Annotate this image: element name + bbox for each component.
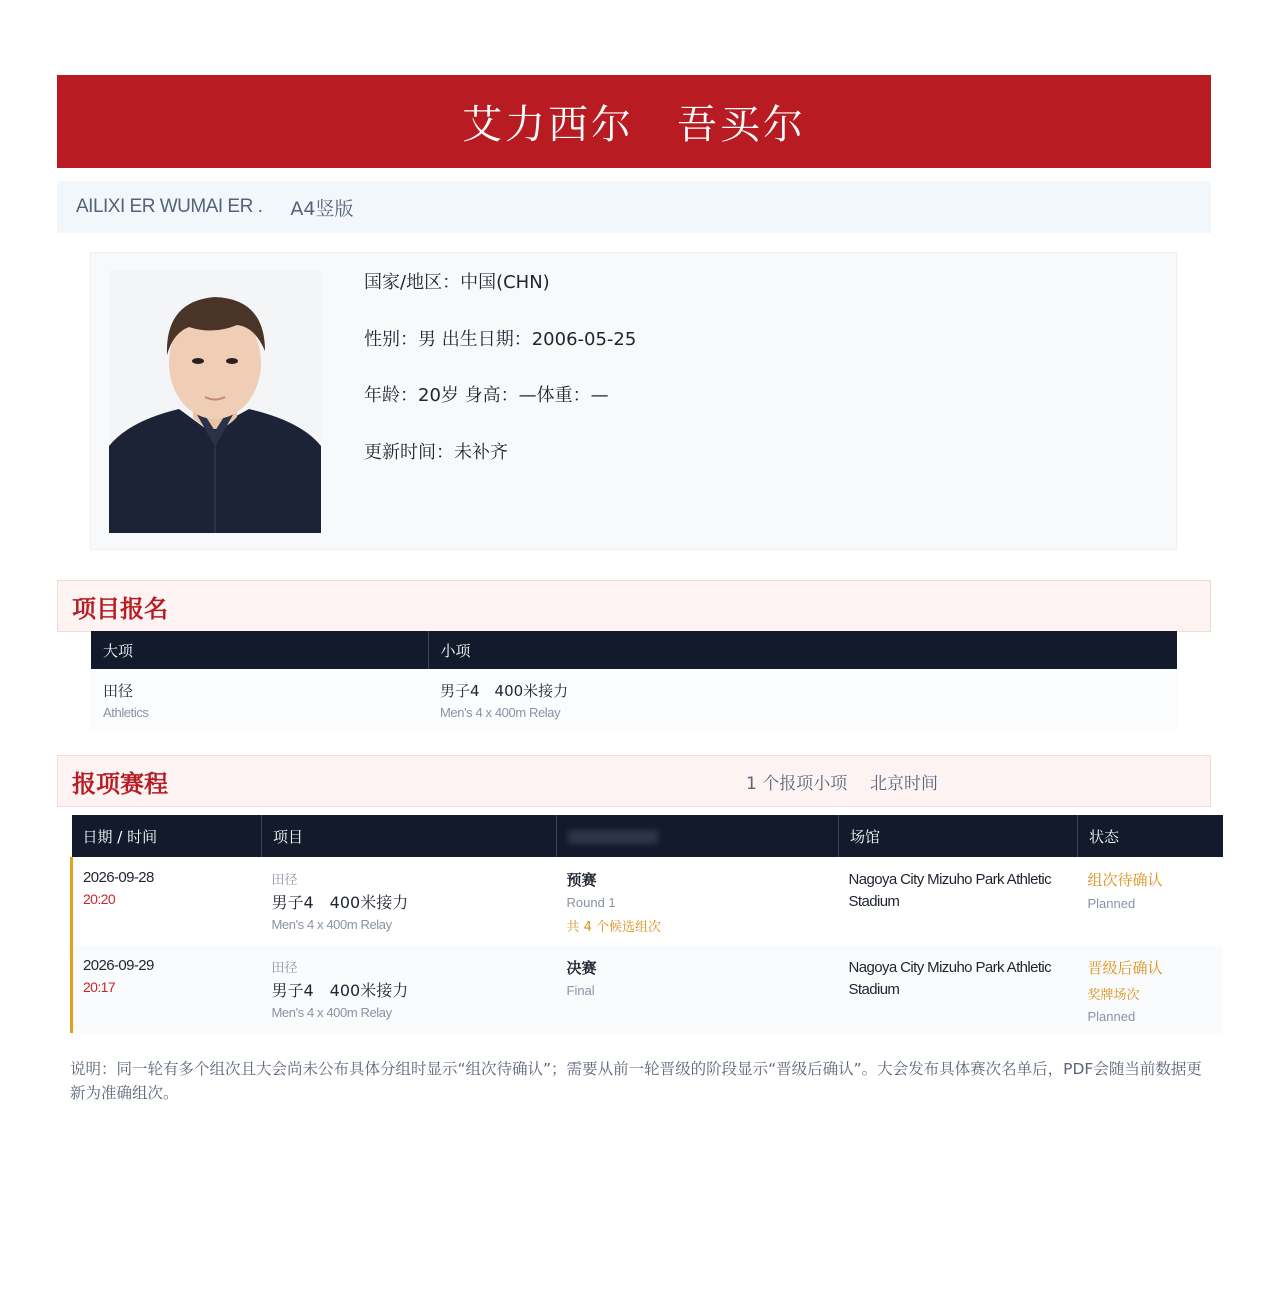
venue: Nagoya City Mizuho Park Athletic Stadium <box>848 871 1052 910</box>
redacted-header <box>568 830 658 844</box>
portrait-icon <box>109 271 321 533</box>
schedule-title: 报项赛程 <box>72 769 168 798</box>
event-category: 田径 <box>271 873 298 888</box>
date: 2026-09-28 <box>83 869 154 886</box>
event-cell <box>262 857 557 945</box>
athlete-name-latin: AILIXI ER WUMAI ER . <box>76 196 263 217</box>
event-cell <box>262 945 557 1033</box>
footnote: 说明：同一轮有多个组次且大会尚未公布具体分组时显示“组次待确认”；需要从前一轮晋级的阶段显示“晋级后确认”。大会发布具体赛次名单后，PDF会随当前数据更新为准确组次。 <box>70 1060 1202 1102</box>
round-note: 共 4 个候选组次 <box>566 920 662 935</box>
athlete-name-cn: 艾力西尔 吾买尔 <box>462 102 806 148</box>
time: 20:20 <box>83 891 116 907</box>
event-category: 田径 <box>271 961 298 976</box>
col-datetime: 日期 / 时间 <box>72 815 262 857</box>
round-cell <box>557 857 839 945</box>
gender-birth-line: 性别：男 出生日期：2006-05-25 <box>364 329 637 350</box>
datetime-cell <box>72 945 262 1033</box>
registration-section-header <box>57 580 1211 632</box>
table-row <box>72 857 1224 945</box>
event-en: Men's 4 x 400m Relay <box>271 1005 392 1020</box>
event-cn: 男子4 400米接力 <box>271 981 409 1000</box>
status-en: Planned <box>1087 1009 1136 1024</box>
venue-cell <box>839 945 1078 1033</box>
time: 20:17 <box>83 979 116 995</box>
name-banner <box>57 75 1211 168</box>
schedule-count: 1 个报项小项 <box>746 774 848 794</box>
event-en: Men's 4 x 400m Relay <box>271 917 392 932</box>
table-row <box>72 945 1224 1033</box>
round-cn: 预赛 <box>566 871 597 889</box>
col-minor: 小项 <box>428 631 1177 669</box>
round-en: Final <box>566 983 595 998</box>
major-cell <box>91 669 428 731</box>
datetime-cell <box>72 857 262 945</box>
age-height-weight-line: 年龄：20岁 身高：—体重：— <box>364 385 609 406</box>
major-cn: 田径 <box>103 682 134 700</box>
minor-cell <box>428 669 1177 731</box>
status: 晋级后确认 <box>1087 959 1163 977</box>
col-round <box>557 815 839 857</box>
major-en: Athletics <box>103 705 149 720</box>
registration-title: 项目报名 <box>72 594 168 623</box>
status-sub: 奖牌场次 <box>1087 988 1140 1003</box>
venue: Nagoya City Mizuho Park Athletic Stadium <box>848 959 1052 998</box>
schedule-timezone: 北京时间 <box>870 774 938 794</box>
status-en: Planned <box>1087 896 1136 911</box>
status-cell <box>1078 945 1224 1033</box>
venue-cell <box>839 857 1078 945</box>
status-cell <box>1078 857 1224 945</box>
status: 组次待确认 <box>1087 871 1163 889</box>
profile-card <box>90 252 1177 550</box>
col-event: 项目 <box>262 815 557 857</box>
athlete-photo <box>109 271 321 533</box>
schedule-section-header <box>57 755 1211 807</box>
round-cn: 决赛 <box>566 959 597 977</box>
round-cell <box>557 945 839 1033</box>
updated-line: 更新时间：未补齐 <box>364 442 508 463</box>
minor-en: Men's 4 x 400m Relay <box>440 705 561 720</box>
page-format-label: A4竖版 <box>290 197 354 220</box>
table-row <box>91 669 1177 731</box>
col-major: 大项 <box>91 631 428 669</box>
minor-cn: 男子4 400米接力 <box>440 682 569 700</box>
round-en: Round 1 <box>566 895 616 910</box>
col-status: 状态 <box>1078 815 1224 857</box>
country-line: 国家/地区：中国(CHN) <box>364 272 550 293</box>
event-cn: 男子4 400米接力 <box>271 893 409 912</box>
col-venue: 场馆 <box>839 815 1078 857</box>
date: 2026-09-29 <box>83 957 154 974</box>
registration-table <box>91 631 1177 731</box>
subtitle-bar <box>57 181 1211 233</box>
schedule-table <box>70 815 1223 1033</box>
